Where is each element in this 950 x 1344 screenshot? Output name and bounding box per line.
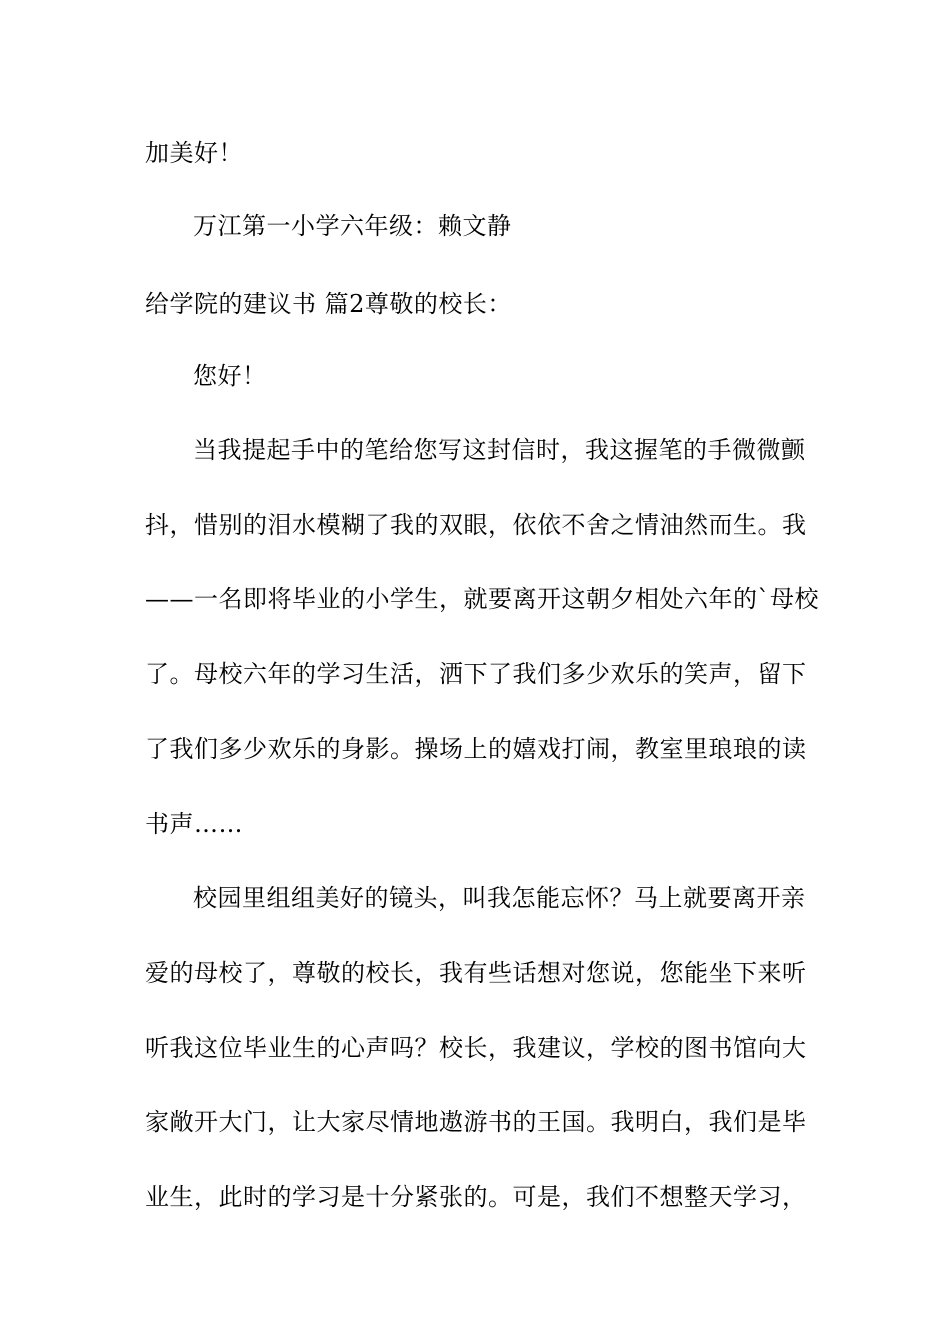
paragraph-line: 校园里组组美好的镜头，叫我怎能忘怀？马上就要离开亲 bbox=[193, 884, 806, 912]
section-heading: 给学院的建议书 篇2尊敬的校长： bbox=[145, 290, 512, 318]
paragraph-line: 爱的母校了，尊敬的校长，我有些话想对您说，您能坐下来听 bbox=[145, 959, 807, 987]
paragraph-line: 书声…… bbox=[145, 810, 243, 838]
paragraph-line: 听我这位毕业生的心声吗？校长，我建议，学校的图书馆向大 bbox=[145, 1034, 807, 1062]
paragraph-line: 加美好！ bbox=[145, 139, 243, 167]
paragraph-line: 了。母校六年的学习生活，洒下了我们多少欢乐的笑声，留下 bbox=[145, 660, 807, 688]
paragraph-line: 业生，此时的学习是十分紧张的。可是，我们不想整天学习， bbox=[145, 1183, 807, 1211]
paragraph-line: 抖，惜别的泪水模糊了我的双眼，依依不舍之情油然而生。我 bbox=[145, 511, 807, 539]
greeting-line: 您好！ bbox=[193, 362, 267, 390]
paragraph-line: 当我提起手中的笔给您写这封信时，我这握笔的手微微颤 bbox=[193, 436, 806, 464]
paragraph-line: 了我们多少欢乐的身影。操场上的嬉戏打闹，教室里琅琅的读 bbox=[145, 735, 807, 763]
paragraph-line: 家敞开大门，让大家尽情地遨游书的王国。我明白，我们是毕 bbox=[145, 1108, 807, 1136]
signature-line: 万江第一小学六年级：赖文静 bbox=[193, 212, 512, 240]
paragraph-line: ——一名即将毕业的小学生，就要离开这朝夕相处六年的`母校 bbox=[145, 585, 819, 613]
